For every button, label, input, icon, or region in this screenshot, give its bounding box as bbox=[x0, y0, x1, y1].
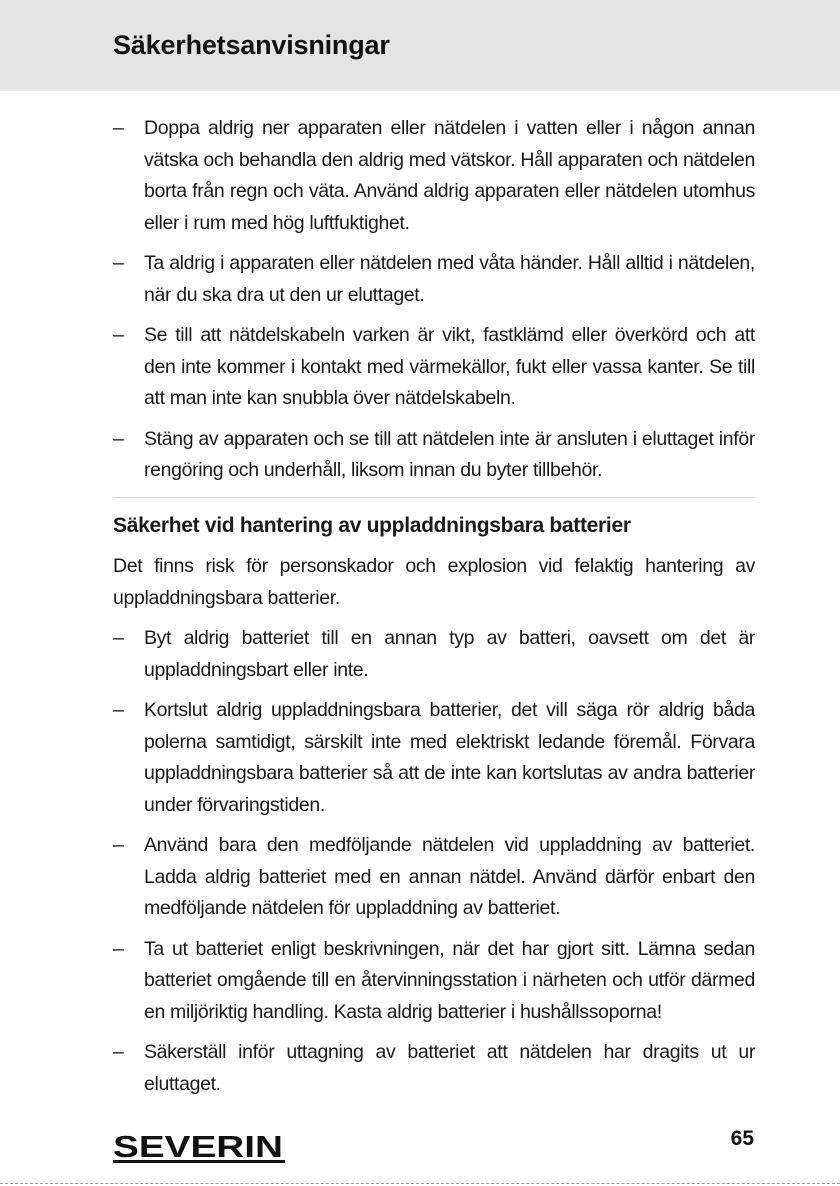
safety-list bbox=[113, 113, 755, 487]
list-item-text: Säkerställ inför uttagning av batteriet att nätdelen har dragits ut ur eluttaget. bbox=[144, 1041, 755, 1095]
list-item bbox=[113, 623, 755, 686]
severin-logo bbox=[113, 1130, 285, 1171]
list-item bbox=[113, 424, 755, 487]
dash-bullet: – bbox=[113, 937, 124, 960]
list-item-text: Stäng av apparaten och se till att nätdelen inte är ansluten i eluttaget inför rengöring och underhåll, liksom innan du byter tillbehör. bbox=[144, 427, 755, 481]
list-item-text: Ta aldrig i apparaten eller nätdelen med våta händer. Håll alltid i nätdelen, när du ska dra ut den ur eluttaget. bbox=[144, 252, 755, 306]
battery-list bbox=[113, 623, 755, 1100]
logo-text: SEVERIN bbox=[113, 1130, 283, 1164]
list-item-text: Doppa aldrig ner apparaten eller nätdelen i vatten eller i någon annan vätska och behandla den aldrig med vätskor. Håll apparaten och nätdelen borta från regn och väta. Använd aldrig apparaten eller nätdelen utomhus eller i rum med hög luftfuktighet. bbox=[144, 117, 755, 234]
list-item bbox=[113, 1037, 755, 1100]
list-item bbox=[113, 934, 755, 1029]
page-title: Säkerhetsanvisningar bbox=[113, 30, 390, 60]
dash-bullet: – bbox=[113, 627, 124, 649]
list-item bbox=[113, 695, 755, 821]
list-item-text: Använd bara den medföljande nätdelen vid uppladdning av batteriet. Ladda aldrig batteriet med en annan nätdel. Använd därför enbart den medföljande nätdelen för uppladdning av batteriet. bbox=[144, 834, 755, 919]
section-heading: Säkerhet vid hantering av uppladdningsbara batterier bbox=[113, 513, 631, 537]
list-item bbox=[113, 830, 755, 925]
list-item bbox=[113, 113, 755, 239]
main-content bbox=[113, 113, 755, 1109]
dash-bullet: – bbox=[113, 427, 124, 450]
list-item bbox=[113, 320, 755, 415]
list-item-text: Kortslut aldrig uppladdningsbara batterier, det vill säga rör aldrig båda polerna samtidigt, särskilt inte med elektriskt ledande föremål. Förvara uppladdningsbara batterier så att de inte kan kortslutas av andra batterier under förvaringstiden. bbox=[144, 699, 755, 816]
section-divider bbox=[113, 497, 755, 498]
dash-bullet: – bbox=[113, 324, 124, 346]
page-bottom-rule bbox=[0, 1183, 840, 1184]
list-item-text: Se till att nätdelskabeln varken är vikt, fastklämd eller överkörd och att den inte kommer i kontakt med värmekällor, fukt eller vassa kanter. Se till att man inte kan snubbla över nätdelskabeln. bbox=[144, 324, 755, 409]
dash-bullet: – bbox=[113, 834, 124, 856]
list-item-text: Ta ut batteriet enligt beskrivningen, när det har gjort sitt. Lämna sedan batteriet omgående till en återvinningsstation i närheten och utför därmed en miljöriktig handling. Kasta aldrig batterier i hushållssoporna! bbox=[144, 937, 755, 1023]
severin-logo-graphic bbox=[113, 1130, 285, 1166]
dash-bullet: – bbox=[113, 117, 124, 139]
dash-bullet: – bbox=[113, 699, 124, 721]
page-number: 65 bbox=[730, 1127, 754, 1150]
list-item bbox=[113, 248, 755, 311]
list-item-text: Byt aldrig batteriet till en annan typ av batteri, oavsett om det är uppladdningsbart eller inte. bbox=[144, 627, 755, 681]
dash-bullet: – bbox=[113, 252, 124, 274]
dash-bullet: – bbox=[113, 1041, 124, 1063]
section-intro: Det finns risk för personskador och explosion vid felaktig hantering av uppladdningsbara batterier. bbox=[113, 555, 755, 609]
